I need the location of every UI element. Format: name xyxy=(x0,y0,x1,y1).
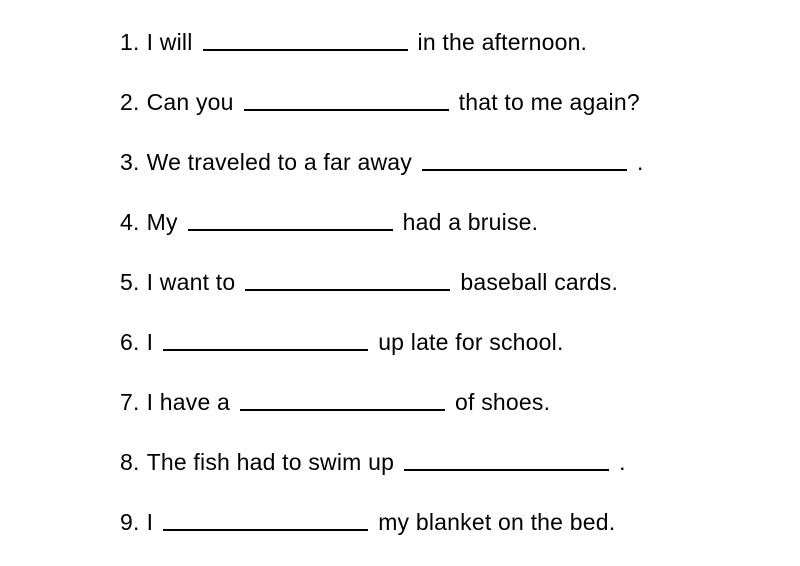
worksheet-line xyxy=(120,326,760,386)
line-text-before: I have a xyxy=(146,388,231,415)
line-text-after: that to me again? xyxy=(458,88,640,115)
fill-in-blank[interactable] xyxy=(163,507,368,531)
line-number: 9. xyxy=(120,508,140,535)
line-text-after: in the afternoon. xyxy=(417,28,588,55)
fill-in-blank[interactable] xyxy=(163,327,368,351)
worksheet-line xyxy=(120,206,760,266)
fill-in-blank[interactable] xyxy=(188,207,393,231)
line-text-after: . xyxy=(636,148,644,175)
worksheet-line xyxy=(120,266,760,326)
line-text-before: I xyxy=(146,508,154,535)
fill-in-blank[interactable] xyxy=(422,147,627,171)
fill-in-blank[interactable] xyxy=(244,87,449,111)
line-text-before: We traveled to a far away xyxy=(146,148,412,175)
line-text-after: had a bruise. xyxy=(402,208,539,235)
line-text-after: of shoes. xyxy=(455,388,551,415)
fill-in-blank[interactable] xyxy=(203,27,408,51)
line-number: 2. xyxy=(120,88,140,115)
line-number: 7. xyxy=(120,388,140,415)
line-text-after: up late for school. xyxy=(378,328,564,355)
line-number: 1. xyxy=(120,28,140,55)
worksheet-line xyxy=(120,86,760,146)
line-number: 8. xyxy=(120,448,140,475)
line-text-before: The fish had to swim up xyxy=(146,448,395,475)
line-text-before: I want to xyxy=(146,268,236,295)
line-text-after: my blanket on the bed. xyxy=(378,508,616,535)
line-text-before: I xyxy=(146,328,154,355)
line-number: 6. xyxy=(120,328,140,355)
line-text-before: My xyxy=(146,208,178,235)
worksheet-line xyxy=(120,386,760,446)
worksheet-line xyxy=(120,506,760,566)
line-text-before: Can you xyxy=(146,88,234,115)
worksheet-line xyxy=(120,26,760,86)
fill-in-blank[interactable] xyxy=(245,267,450,291)
line-number: 3. xyxy=(120,148,140,175)
line-text-after: baseball cards. xyxy=(460,268,619,295)
worksheet-line xyxy=(120,446,760,506)
line-number: 4. xyxy=(120,208,140,235)
line-number: 5. xyxy=(120,268,140,295)
line-text-before: I will xyxy=(146,28,193,55)
fill-in-blank[interactable] xyxy=(404,447,609,471)
fill-in-blank[interactable] xyxy=(240,387,445,411)
line-text-after: . xyxy=(619,448,626,475)
worksheet-line xyxy=(120,146,760,206)
